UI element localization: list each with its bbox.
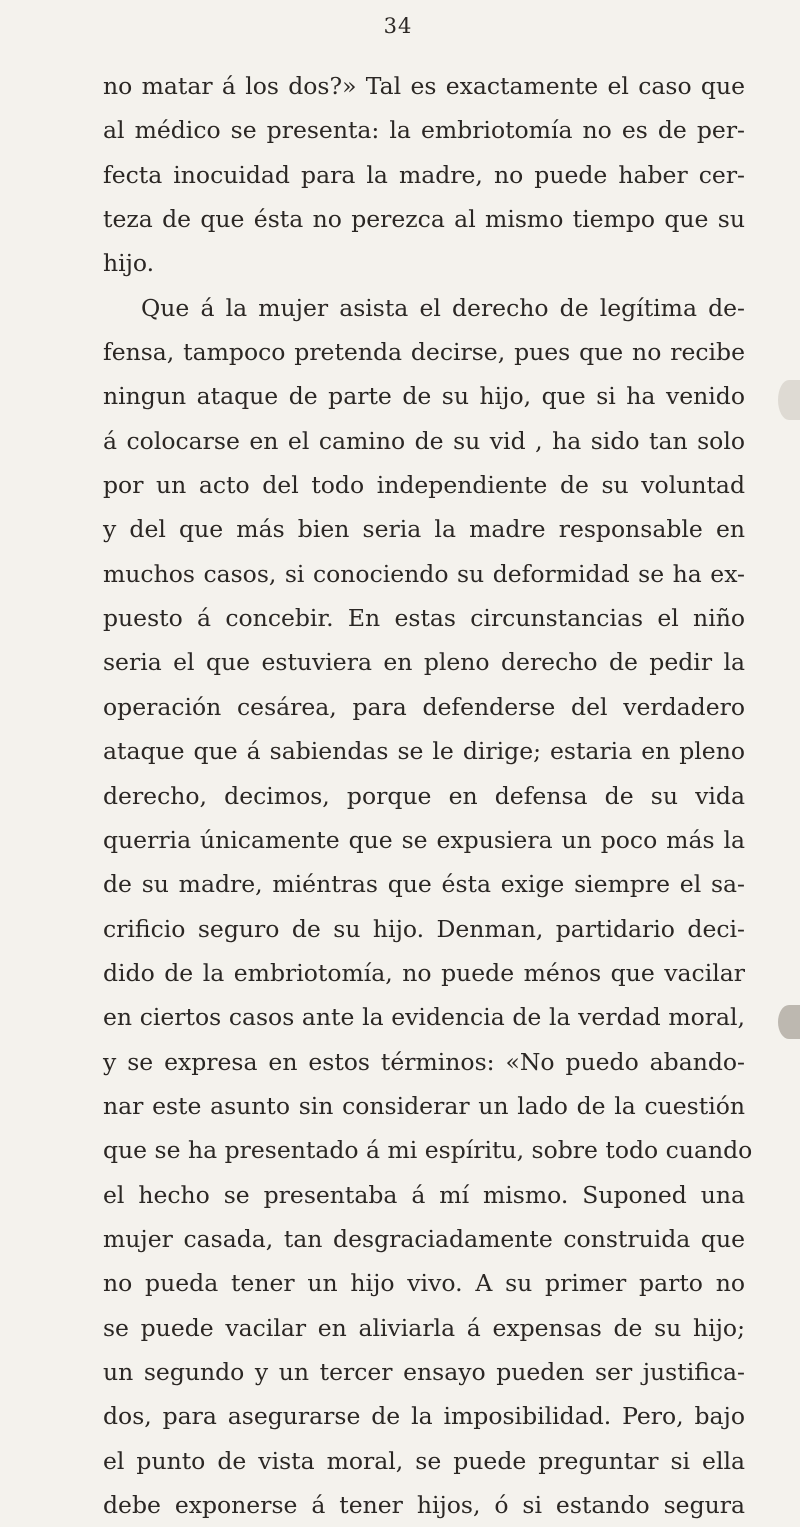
text-line: un segundo y un tercer ensayo pueden ser justifica-: [103, 1357, 745, 1386]
text-line: el hecho se presentaba á mí mismo. Suponed una: [103, 1180, 745, 1209]
text-line: fecta inocuidad para la madre, no puede haber cer-: [103, 160, 745, 189]
page-number: 34: [383, 14, 413, 38]
text-line: mujer casada, tan desgraciadamente construida que: [103, 1224, 745, 1253]
text-line: no pueda tener un hijo vivo. A su primer parto no: [103, 1269, 745, 1298]
text-line: hijo.: [103, 249, 155, 278]
text-line: seria el que estuviera en pleno derecho de pedir la: [103, 648, 745, 677]
text-line: y del que más bien seria la madre responsable en: [103, 515, 745, 544]
text-line: fensa, tampoco pretenda decirse, pues que no recibe: [103, 338, 745, 367]
text-line: de su madre, miéntras que ésta exige siempre el sa-: [103, 870, 745, 899]
text-line: y se expresa en estos términos: «No puedo abando-: [103, 1047, 745, 1076]
text-line: querria únicamente que se expusiera un poco más la: [103, 825, 745, 854]
text-line: debe exponerse á tener hijos, ó si estando segura: [103, 1491, 745, 1519]
text-line: dos, para asegurarse de la imposibilidad. Pero, bajo: [103, 1402, 745, 1431]
text-line: Que á la mujer asista el derecho de legítima de-: [141, 293, 745, 322]
text-line: muchos casos, si conociendo su deformidad se ha ex-: [103, 559, 745, 588]
text-line: por un acto del todo independiente de su voluntad: [103, 471, 745, 500]
margin-stain: [778, 1005, 800, 1039]
text-line: al médico se presenta: la embriotomía no es de per-: [103, 116, 745, 145]
margin-stain: [778, 380, 800, 420]
text-line: que se ha presentado á mi espíritu, sobre todo cuando: [103, 1136, 753, 1165]
text-line: ataque que á sabiendas se le dirige; estaria en pleno: [103, 737, 745, 766]
text-line: derecho, decimos, porque en defensa de su vida: [103, 781, 745, 810]
text-line: teza de que ésta no perezca al mismo tiempo que su: [103, 205, 745, 234]
text-line: ningun ataque de parte de su hijo, que si ha venido: [103, 382, 745, 411]
text-line: nar este asunto sin considerar un lado de la cuestión: [103, 1091, 745, 1120]
text-line: el punto de vista moral, se puede preguntar si ella: [103, 1446, 745, 1475]
text-line: en ciertos casos ante la evidencia de la verdad moral,: [103, 1003, 745, 1032]
text-line: dido de la embriotomía, no puede ménos que vacilar: [103, 958, 745, 987]
text-line: operación cesárea, para defenderse del verdadero: [103, 692, 745, 721]
text-line: á colocarse en el camino de su vid , ha sido tan solo: [103, 426, 745, 455]
body-text: [103, 64, 753, 1527]
text-line: crificio seguro de su hijo. Denman, partidario deci-: [103, 914, 745, 943]
text-line: puesto á concebir. En estas circunstancias el niño: [103, 604, 745, 633]
text-line: se puede vacilar en aliviarla á expensas de su hijo;: [103, 1313, 745, 1342]
text-line: no matar á los dos?» Tal es exactamente el caso que: [103, 72, 745, 100]
